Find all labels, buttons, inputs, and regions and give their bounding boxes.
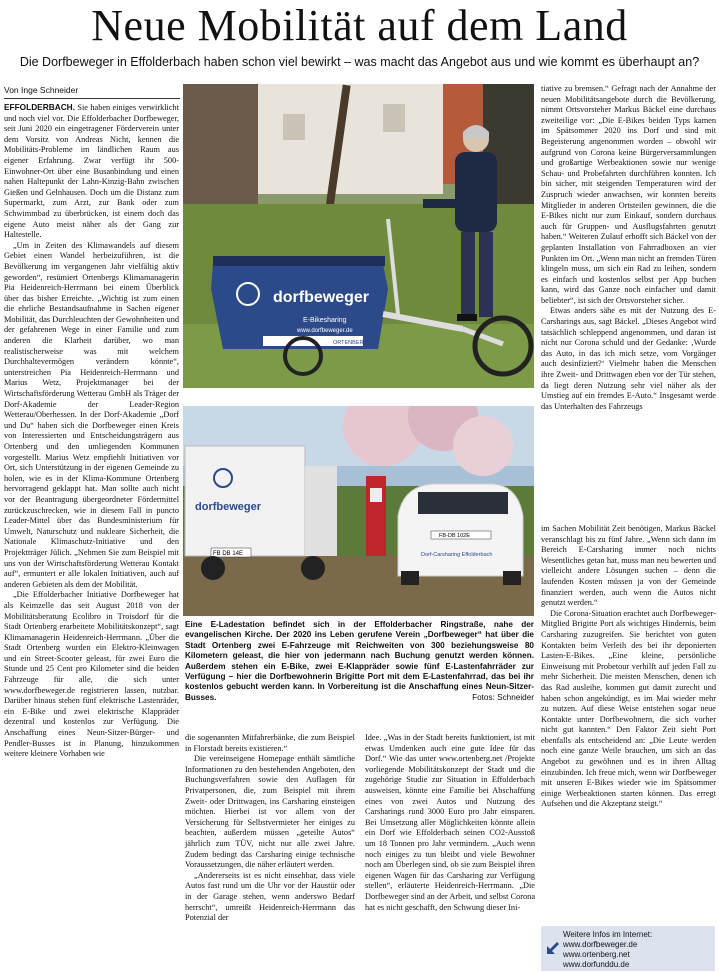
- info-link[interactable]: www.dorfunddu.de: [563, 960, 630, 969]
- charging-station-illustration: [183, 406, 534, 616]
- paragraph: „Um in Zeiten des Klimawandels auf diesem Gebiet einen Wandel herbeizuführen, ist die Bevölkerung im vergangenen Jahr vielfältig aktiv geworden“, resümiert Ortenbergs Klimamanagerin Pia Heidenreich-Herrmann bei einem Überblick über das bisher Erreichte. „Wichtig ist zum einen die ehrliche Bestandsaufnahme in Sachen eigener Mobilität, das Durchleuchten der Gewohnheiten und der gefahrenen Wege in einer Familie und zum anderen die Klarheit darüber, wo man realistischerweise was mit welchem Durchhaltevermögen verändern könnte“, unterstreichen Pia Heidenreich-Herrmann und Marius Wetz, Projektmanager bei der Wirtschaftsförderung Wetterau GmbH als Träger der Dorf-Akademie der Leader-Region Wetterau/Oberhessen. In der Dorf-Akademie „Dorf und Du“ haben sich die Dorfbeweger einen Kreis von Interessierten und Entscheidungsträgern aus Ortenberg und den umliegenden Kommunen vorgestellt. Marius Wetz empfiehlt Initiativen vor Ort, sich Unterstützung in der eigenen Gemeinde zu holen, wie es in der Klima-Kommune Ortenberg hervorragend geklappt hat. Man sollte auch nicht vor der Beantragung übergeordneter Fördermittel zurückzuschrecken, wie in diesem Fall in puncto Leader-Mittel über das Bundesministerium für Umwelt, Naturschutz und nukleare Sicherheit, die Nationale Klimaschutz-Initiative und den Projektträger Jülich. „Nehmen Sie zum Beispiel mit uns von der Wirtschaftsförderung Wetterau Kontakt auf“, ermuntert er alle lokalen Initiativen, auch auf anderen Gebieten als dem der Mobilität.: [4, 240, 179, 589]
- info-box: [541, 926, 715, 971]
- paragraph: [4, 102, 179, 241]
- info-link[interactable]: www.dorfbeweger.de: [563, 940, 638, 949]
- van-brand-label: dorfbeweger: [195, 501, 262, 513]
- subheadline: Die Dorfbeweger in Effolderbach haben schon viel bewirkt – was macht das Angebot aus und wie kommt es überhaupt an?: [19, 55, 700, 69]
- paragraph: im Sachen Mobilität Zeit benötigen, Markus Bäckel veranschlagt bis zu fünf Jahre. „Wenn sich dann im Bereich E-Carsharing immer noch nichts Wesentliches getan hat, muss man neu bewerten und vielleicht andere Lösungen suchen – denn die laufenden Kosten müssen ja von der Gemeinde finanziert werden, auch wenn die Autos nicht genutzt werden.“: [541, 524, 716, 608]
- bike-sponsor-label: ORTENBERG: [333, 340, 368, 346]
- article-column-2: [185, 733, 355, 970]
- cargo-bike-illustration: [183, 84, 534, 388]
- article-column-4: [541, 84, 716, 524]
- bike-url-label: www.dorfbeweger.de: [297, 328, 353, 334]
- paragraph: tiative zu bremsen.“ Gefragt nach der Annahme der neuen Mobilitätsangebote durch die Bevölkerung, nimmt Ortsvorsteher Markus Bäckel eine durchaus zweiteilige vor: „Die E-Bikes beiden Typs kamen im Spätsommer 2020 ins Dorf und sind mit Begeisterung angenommen worden – obwohl wir aufgrund von Corona keine Bürgerversammlungen und großartige Werbeaktionen sowie nur wenige Schau- und Probefahrten durchführen konnten. Ich bin sicher, mit steigenden Temperaturen wird der Zuspruch wieder anwachsen, wir konnten bereits Mitglieder in anderen Ortsteilen gewinnen, die die E-Bikes nicht nur zum Einkauf, sondern durchaus auch für Gruppen- und Ausflugsfahrten genutzt haben.“ Weiteren Zulauf erhofft sich Bäckel von der geplanten Installation von Fahrradboxen an vier Punkten im Ort. „Wenn man nicht an fremden Türen klingeln muss, um sich ein Rad zu leihen, sondern es einfach und kostenlos selbst per App buchen kann, wird das Ganze noch einfacher und damit beliebter“, ist sich der Ortsvorsteher sicher.: [541, 84, 716, 305]
- paragraph: Etwas anders sähe es mit der Nutzung des E-Carsharings aus, sagt Bäckel. „Dieses Angebot wird tatsächlich schleppend angenommen, und daran ist nicht nur Corona schuld und der Gedanke: ‚Wurde das Auto, in das ich mich setze, vom Vorgänger auch desinfiziert?‘ Vielmehr haben die Menschen ihre Zweit- und Drittwagen eben vor der Tür stehen, da liegt deren Nutzung sehr viel näher als der Umstieg auf ein fremdes E-Auto.“ Insgesamt werde das Unterhalten des Fahrzeugs: [541, 306, 716, 411]
- car-label: Dorf-Carsharing Effolderbach: [421, 552, 493, 558]
- dateline: EFFOLDERBACH.: [4, 102, 75, 112]
- photo-cargo-bike: [183, 84, 534, 388]
- paragraph: Die Corona-Situation erachtet auch Dorfbeweger-Mitglied Brigitte Port als wichtiges Hindernis, beim Carsharing zuzugreifen. Sie berichtet von guten Kontakten beim Verleih des bei ihr deponierten Lasten-E-Bikes. „Eine kleine, persönliche Einweisung mit Probetour verhilft auf jeden Fall zu mehr Sicherheit. Die meisten Menschen, denen ich das Rad ausleihe, kommen gut damit zurecht und haben schon angekündigt, es im Mai wieder mehr zu nutzen. Auf diese Weise entstehen sogar neue Kontakte unter Dorfbewohnern, die sich vorher nicht gut kannten.“ Den Faktor Zeit sieht Port ebenfalls als entscheidend an: „Die Leute werden noch eine ganze Weile brauchen, um sich an das Angebot zu gewöhnen und es in ihren Alltag einzubinden. Ich freue mich, wenn wir Dorfbeweger mit unseren E-Bikes wieder wie im Spätsommer einige Werbeaktionen starten können. Das erregt Aufsehen und die Akzeptanz steigt.“: [541, 608, 716, 809]
- article-column-5: [541, 524, 716, 934]
- photo-credit: Fotos: Schneider: [472, 692, 534, 702]
- paragraph: Idee. „Was in der Stadt bereits funktioniert, ist mit etwas Umdenken auch eine gute Idee für das Dorf.“ Wie das unter www.ortenberg.net /Projekte vorliegende Mobilitätskonzept der Stadt und die zugehörige Studie zur Situation in Effolderbach ausweisen, könnte eine Familie bei Abschaffung eines von zwei Autos und Nutzung des Carsharings rund 3000 Euro pro Jahr einsparen. Bei Umsetzung aller Möglichkeiten könnte allein ein Dorf wie Effolderbach seinen CO2-Ausstoß um 18 Tonnen pro Jahr vermindern. „Auch wenn noch einiges zu tun bleibt und viele Bewohner noch am Überlegen sind, ob sie zum Beispiel ihren eigenen Wagen für das Carsharing zur Verfügung stellen“, erläuterte Heidenreich-Herrmann. „Die Dorfbeweger sind an der Arbeit, und selbst Corona hat es nicht geschafft, den Schwung dieser Ini-: [365, 733, 535, 912]
- paragraph-text: Sie haben einiges verwirklicht und noch viel vor. Die Effolderbacher Dorfbeweger, seit Juni 2020 ein eingetragener Förderverein unter dem Vorsitz von Andreas Nicht, kennen die Mobilitäts-Probleme im ländlichen Raum aus eigener Erfahrung. Zwar verfügt ihr 500-Einwohner-Ort über eine Busanbindung und einen nahen Haltepunkt der Lahn-Kinzig-Bahn zwischen Gießen und Gelnhausen. Doch um die Distanz zum Supermarkt, zum Arzt, zur Bank oder zum Schwimmbad zu überbrücken, ist einem doch das eigene Auto meist näher als der Gang zur Haltestelle.: [4, 103, 179, 240]
- headline: Neue Mobilität auf dem Land: [91, 1, 628, 50]
- article-column-3: [365, 733, 535, 970]
- bike-brand-label: dorfbeweger: [273, 289, 370, 306]
- article-column-1: [4, 102, 179, 970]
- photo-caption: [185, 620, 534, 703]
- bike-subtitle-label: E-Bikesharing: [303, 317, 347, 324]
- info-box-title: Weitere Infos im Internet:: [563, 930, 653, 939]
- paragraph: die sogenannten Mitfahrerbänke, die zum Beispiel in Florstadt bereits existieren.“: [185, 733, 355, 753]
- info-links: [563, 940, 637, 970]
- car-plate: FB-DB 102E: [439, 533, 470, 539]
- caption-text: Eine E-Ladestation befindet sich in der Effolderbacher Ringstraße, nahe der evangelischen Kirche. Der 2020 ins Leben gerufene Verein „Dorfbeweger“ hat über die Stadt Ortenberg zwei E-Fahrzeuge mit Reichweiten von 300 beziehungsweise 80 Kilometern geleast, die hier von jedermann nach Buchung genutzt werden können. Außerdem stehen ein E-Bike, zwei E-Klappräder sowie fünf E-Lastenfahrräder zur Verfügung – hier die Dorfbewohnerin Brigitte Port mit dem E-Lastenfahrrad, das bei ihr kostenlos gebucht werden kann. In Vorbereitung ist die Anschaffung eines Neun-Sitzer-Busses.: [185, 620, 534, 702]
- arrow-icon: [547, 942, 559, 954]
- paragraph: Die vereinseigene Homepage enthält sämtliche Informationen zu den bestehenden Angeboten, den Buchungsverfahren sowie den Auflagen für Privatpersonen, die, zum Beispiel mit ihrem Zweit- oder Drittwagen, ins Carsharing einsteigen möchten. Hierbei ist vor allem von der Versicherung für Selbstvermieter her einiges zu beachten, außerdem müssen „geteilte Autos“ jährlich zum TÜV, nicht nur alle zwei Jahre. Zudem bedingt das Carsharing einige technische Voraussetzungen, die näher erläutert werden.: [185, 754, 355, 870]
- paragraph: „Die Effolderbacher Initiative Dorfbeweger hat als Keimzelle das seit August 2018 von der Mobilitätsberatung Ecolibro in Troisdorf für die Stadt Ortenberg erarbeitete Mobilitätskonzept“, sagt Klimamanagerin Heidenreich-Herrmann. „Über die Stadt Ortenberg wurden ein Elektro-Kleinwagen und ein Street-Scooter geleast, für zwei Euro die Stunde und 25 Cent pro Kilometer sind die beiden Fahrzeuge für alle, die sich unter www.dorfbeweger.de registrieren lassen, nutzbar. Darüber hinaus stehen fünf elektrische Lastenräder, ein E-Bike und zwei elektrische Klappräder dezentral und kostenlos zur Verfügung. Die Anschaffung eines Neun-Sitzer-Bürger- und Pendler-Busses ist in Planung, hinzukommen weitere kleinere Vorhaben wie: [4, 590, 179, 759]
- info-link[interactable]: www.ortenberg.net: [563, 950, 630, 959]
- van-plate: FB DB 14E: [213, 551, 244, 557]
- paragraph: „Andererseits ist es nicht einsehbar, dass viele Autos fast rund um die Uhr vor der Haustür oder in der Garage stehen, wenn anderswo Bedarf herrscht“, umreißt Heidenreich-Herrmann das Potenzial der: [185, 870, 355, 923]
- photo-charging-station: [183, 406, 534, 616]
- byline: Von Inge Schneider: [4, 84, 180, 99]
